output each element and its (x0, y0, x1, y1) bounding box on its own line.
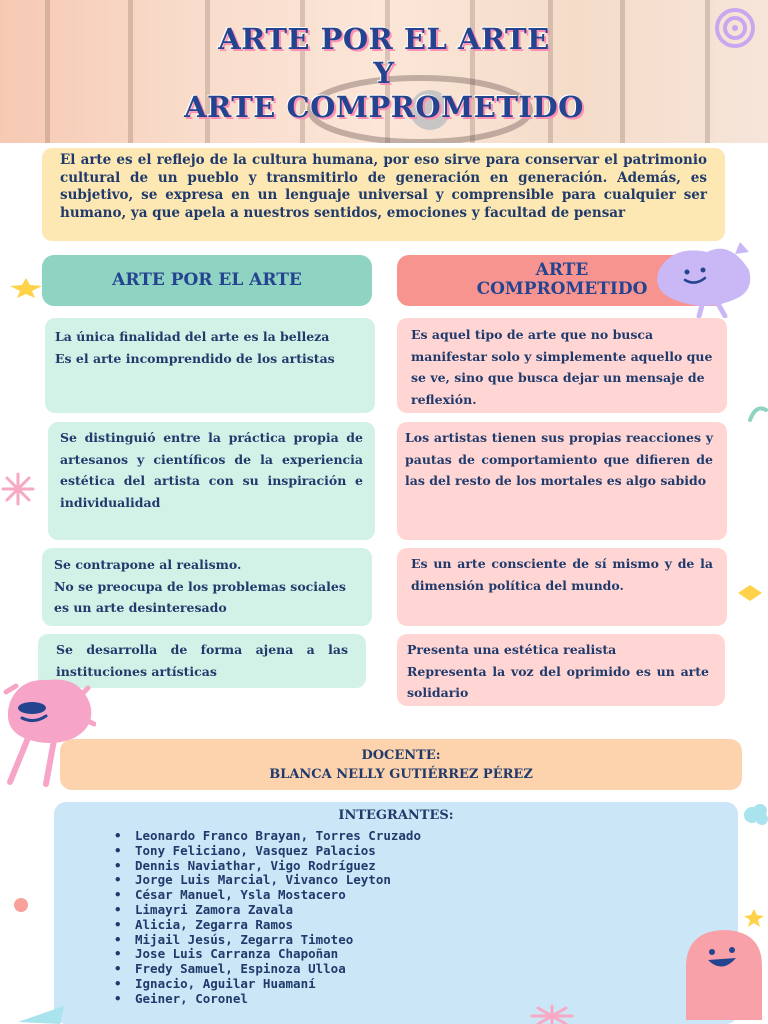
list-item: • Jorge Luis Marcial, Vivanco Leyton (114, 873, 738, 888)
squiggle-icon (746, 400, 768, 430)
card-arte-comprometido-1 (397, 318, 727, 413)
list-item: • Jose Luis Carranza Chapoñan (114, 947, 738, 962)
star-icon (8, 277, 44, 299)
card-text: Es el arte incomprendido de los artistas (55, 350, 335, 366)
card-arte-por-el-arte-1 (45, 318, 375, 413)
page-title (0, 22, 768, 124)
card-text: Los artistas tienen sus propias reacciones y pautas de comportamiento que difieren de las del resto de los mortales es algo sabido (405, 430, 713, 488)
card-text: La única finalidad del arte es la belleza (55, 329, 330, 344)
card-text: Se desarrolla de forma ajena a las instituciones artísticas (56, 642, 348, 679)
ghost-icon (678, 924, 768, 1024)
card-arte-comprometido-2 (397, 422, 727, 540)
monster-icon (645, 240, 763, 318)
heading-arte-por-el-arte: ARTE POR EL ARTE (42, 255, 372, 306)
member-list (114, 829, 738, 1007)
card-text: Se contrapone al realismo. (54, 557, 242, 572)
dot-icon (10, 894, 32, 916)
card-arte-comprometido-3 (397, 548, 727, 626)
cloud-icon (740, 800, 768, 830)
card-text: Se distinguió entre la práctica propia de artesanos y científicos de la experiencia estética del artista con su inspiración e individualidad (60, 430, 363, 510)
card-arte-por-el-arte-2 (48, 422, 375, 540)
title-line-3: ARTE COMPROMETIDO (184, 90, 584, 124)
docente-name: BLANCA NELLY GUTIÉRREZ PÉREZ (269, 767, 533, 782)
list-item: • Alicia, Zegarra Ramos (114, 918, 738, 933)
card-text: Es un arte consciente de sí mismo y de la dimensión política del mundo. (411, 556, 713, 593)
title-line-1: ARTE POR EL ARTE (218, 22, 550, 56)
sparkle-icon (522, 1004, 582, 1024)
card-text: Es aquel tipo de arte que no busca manifestar solo y simplemente aquello que se ve, sino que busca dejar un mensaje de reflexión. (411, 327, 713, 407)
heading-line: COMPROMETIDO (476, 279, 648, 299)
list-item: • César Manuel, Ysla Mostacero (114, 888, 738, 903)
card-text: Representa la voz del oprimido es un arte solidario (407, 663, 709, 700)
list-item: • Dennis Naviathar, Vigo Rodríguez (114, 859, 738, 874)
docente-label: DOCENTE: (361, 748, 441, 763)
integrantes-label: INTEGRANTES: (338, 808, 454, 823)
card-arte-por-el-arte-3 (42, 548, 372, 626)
docente-box (60, 739, 742, 790)
triangle-icon (16, 1002, 66, 1024)
list-item: • Fredy Samuel, Espinoza Ulloa (114, 962, 738, 977)
monster-icon (0, 672, 96, 788)
sparkle-icon (0, 472, 36, 506)
diamond-icon (734, 583, 764, 603)
card-text: No se preocupa de los problemas sociales es un arte desinteresado (54, 578, 346, 615)
card-text: Presenta una estética realista (407, 642, 617, 657)
list-item: • Tony Feliciano, Vasquez Palacios (114, 844, 738, 859)
list-item: • Geiner, Coronel (114, 992, 738, 1007)
intro-paragraph: El arte es el reflejo de la cultura humana, por eso sirve para conservar el patrimonio cultural de un pueblo y transmitirlo de generación en generación. Además, es subjetivo, se expresa en un lenguaje universal y comprensible para cualquier ser humano, ya que apela a nuestros sentidos, emociones y facultad de pensar (42, 148, 725, 241)
list-item: • Leonardo Franco Brayan, Torres Cruzado (114, 829, 738, 844)
list-item: • Limayri Zamora Zavala (114, 903, 738, 918)
list-item: • Mijail Jesús, Zegarra Timoteo (114, 933, 738, 948)
card-arte-comprometido-4 (397, 634, 725, 706)
list-item: • Ignacio, Aguilar Huamaní (114, 977, 738, 992)
header-banner (0, 0, 768, 143)
integrantes-box (54, 802, 738, 1024)
heading-line: ARTE (535, 260, 589, 280)
title-line-2: Y (373, 56, 395, 90)
